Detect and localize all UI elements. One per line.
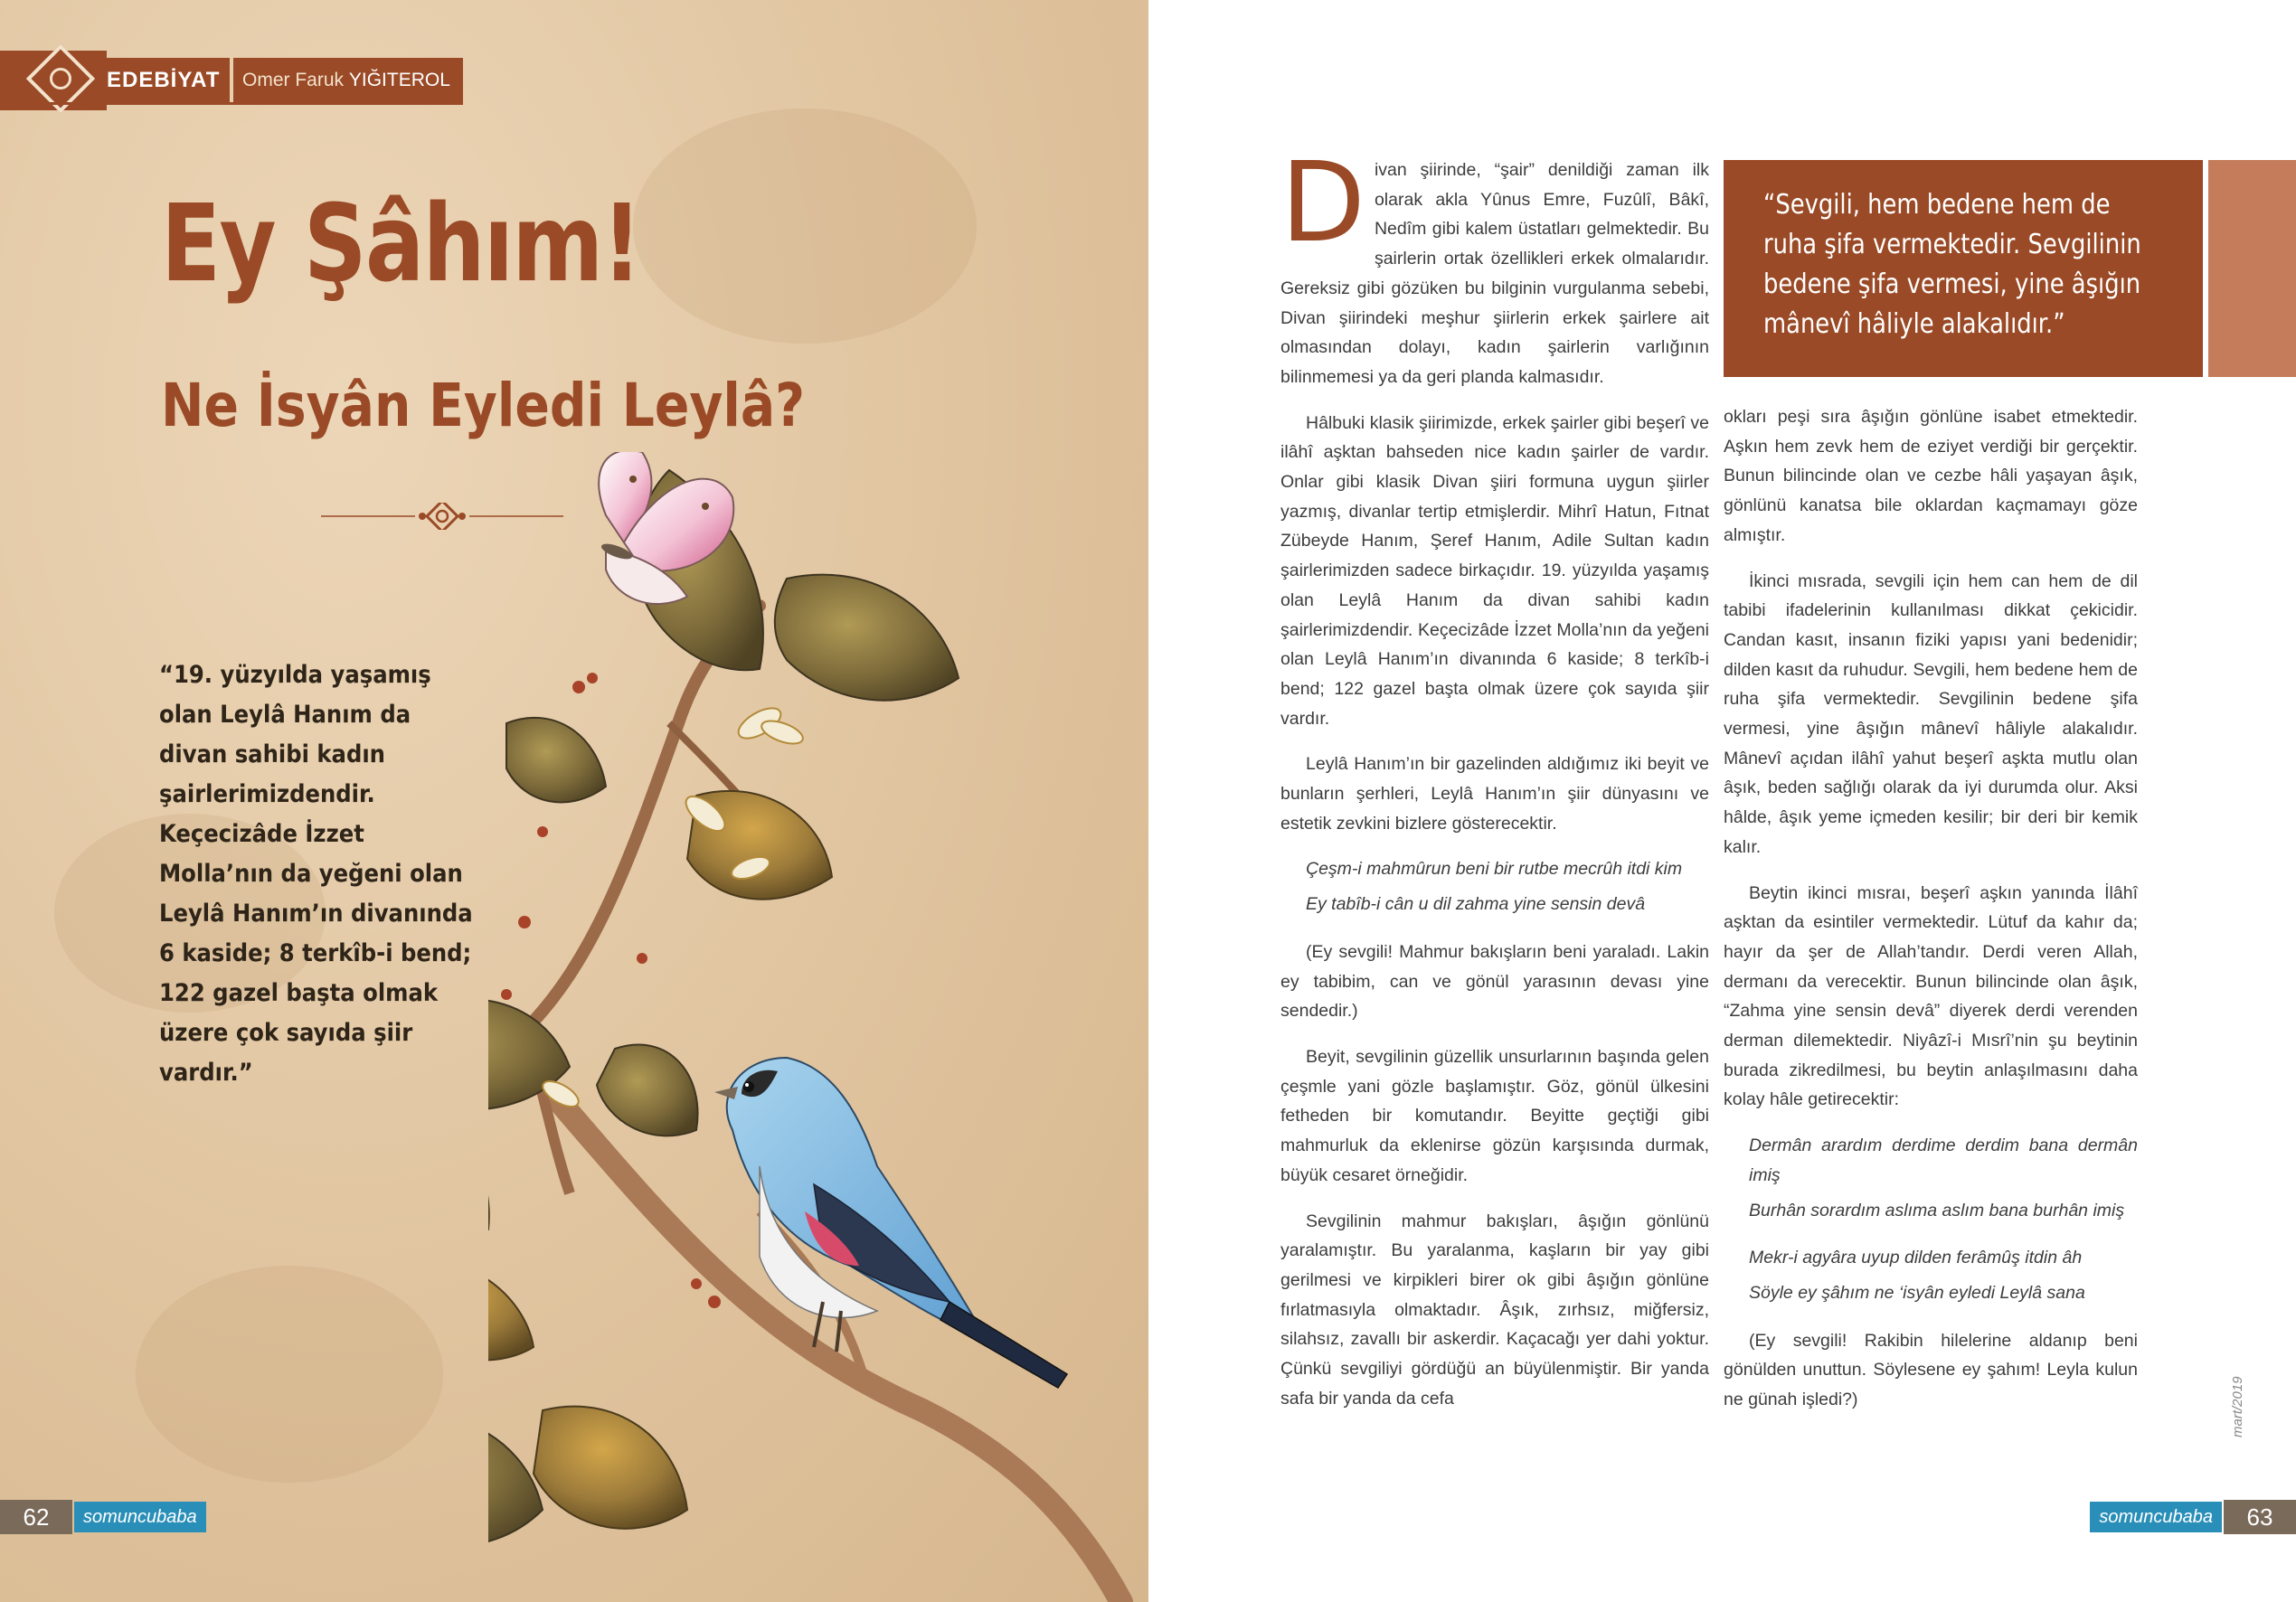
page-number-right: 63 xyxy=(2224,1500,2296,1534)
bird-branch-illustration xyxy=(488,452,1148,1602)
article-subtitle: Ne İsyân Eyledi Leylâ? xyxy=(161,371,806,440)
header-rule xyxy=(0,102,463,105)
ornament-ring-icon xyxy=(50,68,71,90)
paper-stain xyxy=(136,1266,443,1483)
author-last-name: YIĞITEROL xyxy=(348,70,450,90)
quote-accent-tab xyxy=(2208,160,2296,377)
paper-stain xyxy=(633,108,977,344)
author-first-name: Omer Faruk xyxy=(242,70,345,90)
paragraph: (Ey sevgili! Mahmur bakışların beni yaraladı. Lakin ey tabibim, can ve gönül yarasının devası yine sendedir.) xyxy=(1280,941,1709,1022)
section-label: EDEBİYAT xyxy=(107,58,230,103)
paragraph: okları peşi sıra âşığın gönlüne isabet etmektedir. Aşkın hem zevk hem de eziyet verdiği bir gerçektir. Bunun bilincinde olan ve cezbe hâli yaşayan âşık, gönlünü kanatsa bile oklardan kaçmamayı göze almıştır. xyxy=(1724,407,2138,545)
author-label xyxy=(233,58,463,103)
issue-date: mart/2019 xyxy=(2230,1376,2245,1437)
verse-line: Çeşm-i mahmûrun beni bir rutbe mecrûh itdi kim xyxy=(1306,859,1683,880)
folio-right xyxy=(2090,1500,2296,1534)
magazine-name-left: somuncubaba xyxy=(74,1502,206,1532)
page-number-left: 62 xyxy=(0,1500,72,1534)
right-page xyxy=(1148,0,2296,1602)
paragraph: Hâlbuki klasik şiirimizde, erkek şairler gibi beşerî ve ilâhî aşktan bahseden nice kadın şairler de vardır. Onlar gibi klasik Divan şiiri formuna uygun şiirler yazmış, divanlar tertip etmişlerdir. Mihrî Hatun, Fıtnat Zübeyde Hanım, Şeref Hanım, Adile Sultan kadın şairlerimizden sadece birkaçıdır. 19. yüzyılda yaşamış olan Leylâ Hanım da divan sahibi kadın şairlerimizdendir. Keçecizâde İzzet Molla’nın da yeğeni olan Leylâ Hanım’ın divanında 6 kaside; 8 terkîb-i bend; 122 gazel başta olmak üzere çok sayıda şiir vardır. xyxy=(1280,412,1709,729)
pull-quote-left: “19. yüzyılda yaşamış olan Leylâ Hanım da divan sahibi kadın şairlerimizdendir. Keçecizâde İzzet Molla’nın da yeğeni olan Leylâ Hanım’ın divanında 6 kaside; 8 terkîb-i bend; 122 gazel başta olmak üzere çok sayıda şiir vardır.” xyxy=(159,661,473,1087)
article-column-2 xyxy=(1724,402,2138,1431)
article-title: Ey Şâhım! xyxy=(161,181,641,306)
verse-line: Söyle ey şâhım ne ‘isyân eyledi Leylâ sana xyxy=(1749,1282,2085,1303)
paragraph: İkinci mısrada, sevgili için hem can hem de dil tabibi ifadelerinin kullanılması dikkat çekicidir. Candan kasıt, insanın fiziki yapısı yani bedenidir; dilden kasıt da ruhudur. Sevgili, hem bedene hem de ruha şifa vermektedir. Sevgilinin bedene şifa vermesi, yine âşığın mânevî hâliyle alakalıdır. Mânevî açıdan ilâhî yahut beşerî aşkta mutlu olan âşık, beden sağlığı olarak da iyi durumda olur. Aksi hâlde, âşık yeme içmeden kesilir; bir deri bir kemik kalır. xyxy=(1724,570,2138,857)
pull-quote-right: “Sevgili, hem bedene hem de ruha şifa vermektedir. Sevgilinin bedene şifa vermesi, yine âşığın mânevî hâliyle alakalıdır.” xyxy=(1763,189,2141,340)
paragraph xyxy=(1280,138,1709,392)
section-header xyxy=(0,58,463,103)
verse-line: Mekr-i agyâra uyup dilden ferâmûş itdin âh xyxy=(1749,1248,2083,1268)
paragraph: (Ey sevgili! Rakibin hilelerine aldanıp beni gönülden unuttun. Söylesene ey şahım! Leyla kulun ne günah işledi?) xyxy=(1724,1330,2138,1410)
paragraph: Leylâ Hanım’ın bir gazelinden aldığımız iki beyit ve bunların şerhleri, Leylâ Hanım’ın şiir dünyasını ve estetik zevkini bizlere gösterecektir. xyxy=(1280,754,1709,834)
paragraph: Beytin ikinci mısraı, beşerî aşkın yanında İlâhî aşktan da esintiler vermektedir. Lütuf da kahır da; hayır da şer de Allah’tandır. Derdi veren Allah, dermanı da verecektir. Bunun bilincinde olan âşık, “Zahma yine sensin devâ” diyerek derdi verenden derman dilemektedir. Niyâzî-i Mısrî’nin şu beytinin burada zikredilmesi, bu beytin anlaşılmasını daha kolay hâle getirecektir: xyxy=(1724,882,2138,1110)
drop-cap: D xyxy=(1280,138,1365,267)
paragraph-text: ivan şiirinde, “şair” denildiği zaman ilk olarak akla Yûnus Emre, Fuzûlî, Bâkî, Nedîm gibi kalem üstatları gelmektedir. Bu şairlerin ortak özellikleri erkek olmalarıdır. Gereksiz gibi gözüken bu bilginin vurgulanma sebebi, Divan şiirindeki meşhur şiirlerin erkek şairlere ait olmasından dolayı, kadın şairlerin varlığının bilinmemesi ya da geri planda kalmasıdır. xyxy=(1280,160,1709,387)
verse-line: Dermân arardım derdime derdim bana dermân imiş xyxy=(1749,1136,2138,1185)
magazine-name-right: somuncubaba xyxy=(2090,1502,2222,1532)
folio-left xyxy=(0,1500,206,1534)
verse-line: Burhân sorardım aslıma aslım bana burhân imiş xyxy=(1749,1200,2125,1220)
paragraph: Sevgilinin mahmur bakışları, âşığın gönlünü yaralamıştır. Bu yaralanma, kaşların bir yay gibi gerilmesi ve kirpikleri birer ok gibi âşığın gönlüne fırlatmasıyla olmaktadır. Âşık, zırhsız, miğfersiz, silahsız, zavallı bir askerdir. Kaçacağı yer dahi yoktur. Çünkü sevgiliyi gördüğü an büyülenmiştir. Bir yanda safa bir yanda da cefa xyxy=(1280,1211,1709,1409)
pull-quote-box xyxy=(1724,160,2203,377)
article-column-1 xyxy=(1280,138,1709,1429)
verse-line: Ey tabîb-i cân u dil zahma yine sensin devâ xyxy=(1306,894,1646,915)
paragraph: Beyit, sevgilinin güzellik unsurlarının başında gelen çeşmle yani gözle başlamıştır. Göz, gönül ülkesini fetheden bir komutandır. Beyitte geçtiği gibi mahmurluk da eklenirse gözün karşısında durmak, büyük cesaret örneğidir. xyxy=(1280,1046,1709,1185)
